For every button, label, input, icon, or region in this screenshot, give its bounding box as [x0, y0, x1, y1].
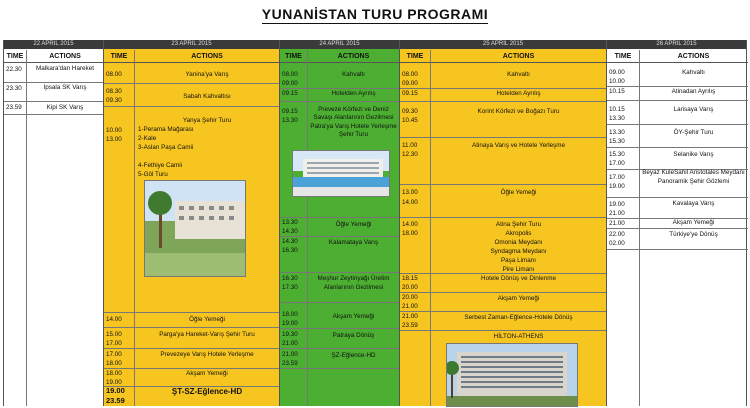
action-cell: Meşhur Zeytinyağı Üretim Alanlarının Gezilmesi [317, 275, 390, 291]
time-cell: 17.00 [609, 174, 625, 181]
list-item: Omonia Meydanı [494, 239, 543, 246]
action-cell: Malkara'dan Hareket [36, 65, 94, 72]
action-cell: Korint Körfezi ve Boğazı Turu [477, 108, 560, 115]
time-cell: 13.30 [609, 115, 625, 122]
time-cell: 20.00 [402, 294, 418, 301]
time-cell: 14.00 [106, 316, 122, 323]
time-cell: 02.00 [609, 240, 625, 247]
time-cell: 19.00 [106, 379, 122, 386]
time-cell: 17.30 [282, 284, 298, 291]
time-cell: 23.59 [6, 104, 22, 111]
time-cell: 19.30 [282, 331, 298, 338]
time-cell: 16.30 [282, 275, 298, 282]
time-cell: 09.15 [402, 90, 418, 97]
day-header: 24 APRIL 2015 [280, 40, 399, 49]
time-cell: 23.59 [106, 396, 125, 405]
actions-header: ACTIONS [430, 50, 607, 63]
action-cell: Preveze Körfezi ve Deniz Savaşı Alanlarının Gezilmesi Patra'ya Varış Hotele Yerleşme Şehir Turu [310, 106, 397, 138]
time-cell: 10.15 [609, 106, 625, 113]
action-cell: Parga'ya Hareket-Varış Şehir Turu [159, 331, 255, 338]
time-cell: 10.15 [609, 88, 625, 95]
action-cell: Atinaya Varış ve Hotele Yerleşme [472, 142, 565, 149]
action-cell: Yanya Şehir Turu [182, 117, 232, 124]
time-cell: 14.00 [402, 221, 418, 228]
day-column-24 [279, 40, 399, 406]
program-table [3, 40, 747, 406]
list-item: Akropolis [505, 230, 532, 237]
action-cell: İpsala SK Varış [43, 84, 87, 91]
action-cell: Akşam Yemeği [332, 313, 375, 320]
actions-header: ACTIONS [134, 50, 280, 63]
time-cell: 19.00 [609, 183, 625, 190]
time-cell: 08.00 [282, 71, 298, 78]
time-cell: 13.30 [282, 117, 298, 124]
action-cell: Patraya Dönüş [332, 332, 375, 339]
time-cell: 15.30 [609, 138, 625, 145]
day-header: 26 APRIL 2015 [607, 40, 746, 49]
action-cell: Türkiye'ye Dönüş [669, 231, 718, 238]
action-cell: Atinadan Ayrılış [671, 88, 716, 95]
time-cell: 18.00 [402, 230, 418, 237]
day-column-22 [3, 40, 103, 406]
action-cell: Kavalaya Varış [672, 200, 715, 207]
time-header: TIME [607, 50, 639, 63]
time-cell: 22.30 [6, 66, 22, 73]
time-header: TIME [104, 50, 134, 63]
list-item: Syndagma Meydanı [490, 248, 547, 255]
time-cell: 09.30 [402, 108, 418, 115]
action-cell: Kahvaltı [342, 71, 365, 78]
time-cell: 18.00 [106, 370, 122, 377]
day-column-26 [606, 40, 747, 406]
time-cell: 09.15 [282, 90, 298, 97]
time-cell: 19.00 [609, 201, 625, 208]
action-cell: Hotele Dönüş ve Dinlenme [481, 275, 556, 282]
time-cell: 14.30 [282, 238, 298, 245]
action-cell: ŞT-SZ-Eğlence-HD [171, 387, 243, 396]
time-cell: 23.59 [282, 360, 298, 367]
hotel-photo [292, 150, 390, 197]
time-cell: 09.00 [609, 69, 625, 76]
time-cell: 21.00 [282, 351, 298, 358]
time-cell: 10.00 [609, 78, 625, 85]
action-cell: Prevezeye Varış Hotele Yerleşme [160, 351, 254, 358]
action-cell: Selanike Varış [673, 151, 714, 158]
time-cell: 21.00 [282, 340, 298, 347]
actions-header: ACTIONS [307, 50, 400, 63]
time-cell: 21.00 [402, 303, 418, 310]
time-cell: 23.59 [402, 322, 418, 329]
time-cell: 09.00 [402, 80, 418, 87]
time-cell: 17.00 [609, 160, 625, 167]
action-cell: HİLTON-ATHENS [493, 333, 544, 340]
time-cell: 23.30 [6, 85, 22, 92]
actions-header: ACTIONS [26, 50, 104, 63]
action-cell: Öğle Yemeği [500, 189, 537, 196]
time-cell: 21.00 [609, 220, 625, 227]
time-cell: 15.00 [106, 331, 122, 338]
day-column-25 [399, 40, 606, 406]
day-header: 22 APRIL 2015 [4, 40, 103, 49]
time-cell: 18.00 [282, 311, 298, 318]
time-cell: 17.00 [106, 351, 122, 358]
time-cell: 21.00 [402, 313, 418, 320]
time-cell: 08.00 [106, 71, 122, 78]
time-cell: 13.30 [609, 129, 625, 136]
action-cell: ÖY-Şehir Turu [673, 129, 714, 136]
time-header: TIME [400, 50, 430, 63]
time-header: TIME [280, 50, 307, 63]
time-cell: 08.00 [402, 71, 418, 78]
time-cell: 10.45 [402, 117, 418, 124]
action-cell: Atina Şehir Turu [495, 221, 542, 228]
action-cell: ŞZ-Eğlence-HD [331, 352, 376, 359]
list-item: 5-Göl Turu [138, 171, 168, 178]
time-cell: 10.00 [106, 127, 122, 134]
list-item: 3-Aslan Paşa Camii [138, 144, 194, 151]
day-header: 25 APRIL 2015 [400, 40, 606, 49]
action-cell: Akşam Yemeği [186, 370, 228, 377]
time-cell: 17.00 [106, 340, 122, 347]
time-cell: 21.00 [609, 210, 625, 217]
list-item: Pire Limanı [502, 266, 535, 273]
time-cell: 13.30 [282, 219, 298, 226]
action-cell: Yanina'ya Varış [185, 71, 229, 78]
list-item: 4-Fethiye Camii [138, 162, 183, 169]
time-cell: 20.00 [402, 284, 418, 291]
list-item: 1-Perama Mağarası [138, 126, 194, 133]
time-cell: 14.30 [282, 228, 298, 235]
list-item: Paşa Limanı [500, 257, 536, 264]
action-cell: Akşam Yemeği [672, 219, 715, 226]
time-cell: 14.00 [402, 199, 418, 206]
time-cell: 09.15 [282, 108, 298, 115]
action-cell: Kahvaltı [682, 69, 705, 76]
list-item: 2-Kale [138, 135, 157, 142]
time-cell: 12.30 [402, 151, 418, 158]
action-cell: Serbest Zaman-Eğlence-Hotele Dönüş [464, 314, 573, 321]
time-cell: 13.00 [402, 189, 418, 196]
action-cell: Kahvaltı [507, 71, 530, 78]
hotel-photo [144, 180, 246, 277]
time-header: TIME [4, 50, 26, 63]
action-cell: Beyaz KuleSahil Aristotales Meydanı Panoramik Şehir Gözlemi [642, 169, 745, 185]
time-cell: 16.30 [282, 247, 298, 254]
action-cell: Öğle Yemeği [335, 221, 372, 228]
time-cell: 19.00 [106, 386, 125, 395]
time-cell: 11.00 [402, 142, 418, 149]
hotel-photo [446, 343, 578, 407]
day-column-23 [103, 40, 279, 406]
action-cell: Akşam Yemeği [497, 295, 540, 302]
actions-header: ACTIONS [639, 50, 748, 63]
action-cell: Öğle Yemeği [189, 316, 225, 323]
time-cell: 09.30 [106, 97, 122, 104]
action-cell: Kipi SK Varış [46, 104, 84, 111]
time-cell: 19.00 [282, 320, 298, 327]
time-cell: 09.00 [282, 80, 298, 87]
time-cell: 22.00 [609, 231, 625, 238]
day-header: 23 APRIL 2015 [104, 40, 279, 49]
page-title: YUNANİSTAN TURU PROGRAMI [261, 6, 489, 22]
action-cell: Sabah Kahvaltısı [183, 93, 231, 100]
time-cell: 18.15 [402, 275, 418, 282]
action-cell: Hotelden Ayrılış [331, 90, 376, 97]
time-cell: 08.30 [106, 88, 122, 95]
time-cell: 18.00 [106, 360, 122, 367]
action-cell: Kalamataya Varış [328, 239, 379, 246]
time-cell: 15.30 [609, 151, 625, 158]
action-cell: Hotelden Ayrılış [496, 90, 541, 97]
time-cell: 13.00 [106, 136, 122, 143]
action-cell: Larisaya Varış [673, 106, 714, 113]
